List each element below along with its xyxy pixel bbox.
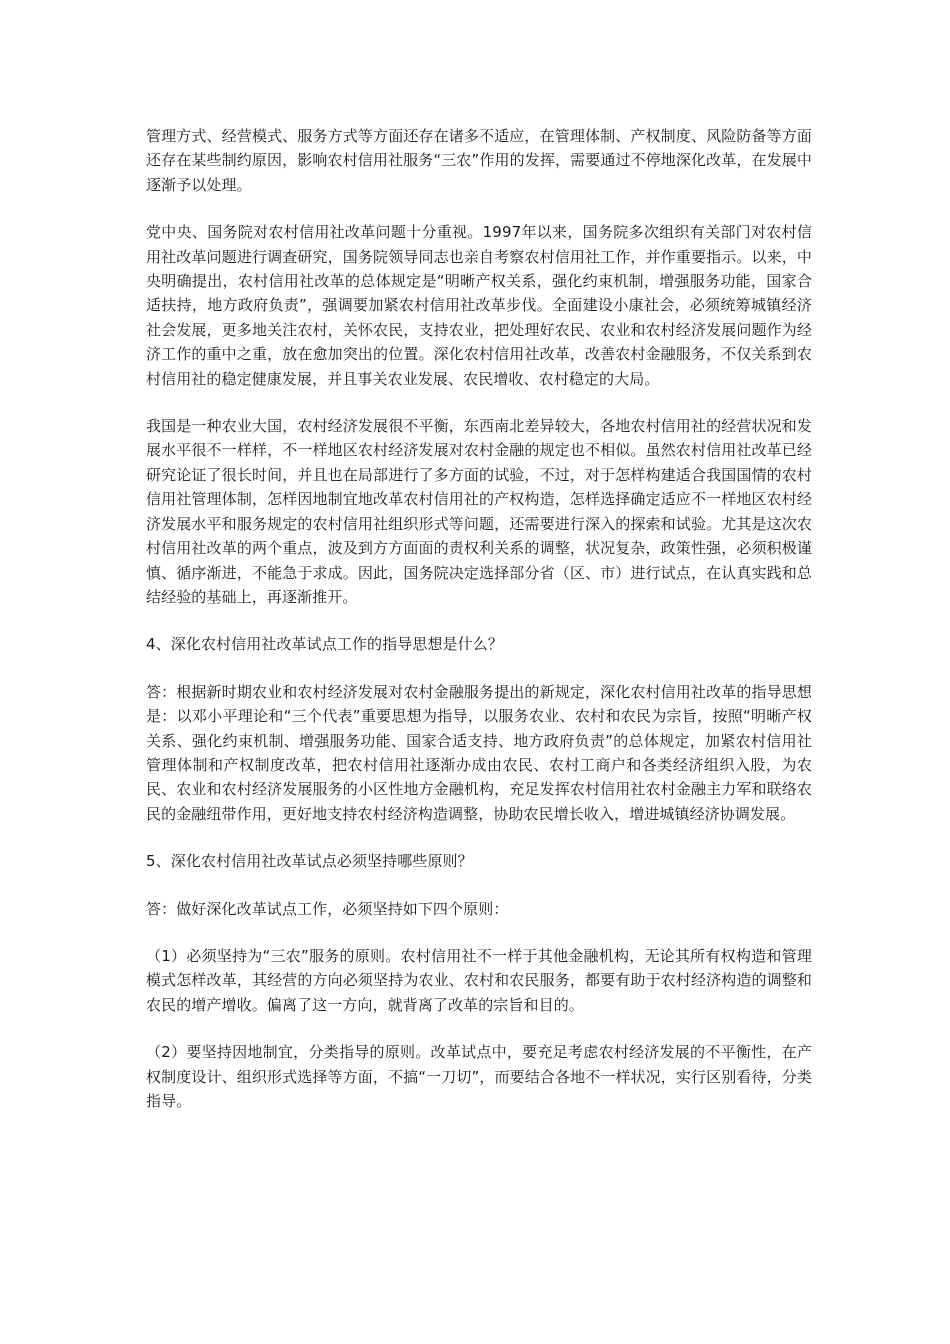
question-heading-4: 4、深化农村信用社改革试点工作的指导思想是什么？ [146,635,503,654]
document-body [146,124,812,1136]
answer-principles-intro: 答：做好深化改革试点工作，必须坚持如下四个原则： [146,899,509,918]
paragraph-central-government: 党中央、国务院对农村信用社改革问题十分重视。1997年以来，国务院多次组织有关部门对农村信用社改革问题进行调查研究，国务院领导同志也亲自考察农村信用社工作，并作重要指示。以来，中央明确提出，农村信用社改革的总体规定是“明晰产权关系，强化约束机制，增强服务功能，国家合适扶持，地方政府负责”，强调要加紧农村信用社改革步伐。全面建设小康社会，必须统筹城镇经济社会发展，更多地关注农村，关怀农民，支持农业，把处理好农民、农业和农村经济发展问题作为经济工作的重中之重，放在愈加突出的位置。深化农村信用社改革，改善农村金融服务，不仅关系到农村信用社的稳定健康发展，并且事关农业发展、农民增收、农村稳定的大局。 [146,223,812,388]
paragraph-pilot-reason: 我国是一种农业大国，农村经济发展很不平衡，东西南北差异较大，各地农村信用社的经营状况和发展水平很不一样样，不一样地区农村经济发展对农村金融的规定也不相似。虽然农村信用社改革已经研究论证了很长时间，并且也在局部进行了多方面的试验，不过，对于怎样构建适合我国国情的农村信用社管理体制，怎样因地制宜地改革农村信用社的产权构造，怎样选择确定适应不一样地区农村经济发展水平和服务规定的农村信用社组织形式等问题，还需要进行深入的探索和试验。尤其是这次农村信用社改革的两个重点，波及到方方面面的责权利关系的调整，状况复杂，政策性强，必须积极谨慎、循序渐进，不能急于求成。因此，国务院决定选择部分省（区、市）进行试点，在认真实践和总结经验的基础上，再逐渐推开。 [146,417,812,606]
question-heading-5: 5、深化农村信用社改革试点必须坚持哪些原则？ [146,852,473,871]
principle-1: （1）必须坚持为“三农”服务的原则。农村信用社不一样于其他金融机构，无论其所有权构造和管理模式怎样改革，其经营的方向必须坚持为农业、农村和农民服务，都要有助于农村经济构造的调整和农民的增产增收。偏离了这一方向，就背离了改革的宗旨和目的。 [146,946,812,1014]
answer-guiding-ideology: 答：根据新时期农业和农村经济发展对农村金融服务提出的新规定，深化农村信用社改革的指导思想是：以邓小平理论和“三个代表”重要思想为指导，以服务农业、农村和农民为宗旨，按照“明晰产权关系、强化约束机制、增强服务功能、国家合适支持、地方政府负责”的总体规定，加紧农村信用社管理体制和产权制度改革，把农村信用社逐渐办成由农民、农村工商户和各类经济组织入股，为农民、农业和农村经济发展服务的小区性地方金融机构，充足发挥农村信用社农村金融主力军和联络农民的金融纽带作用，更好地支持农村经济构造调整，协助农民增长收入，增进城镇经济协调发展。 [146,682,812,823]
paragraph-management-issues: 管理方式、经营模式、服务方式等方面还存在诸多不适应，在管理体制、产权制度、风险防备等方面还存在某些制约原因，影响农村信用社服务“三农”作用的发挥，需要通过不停地深化改革，在发展中逐渐予以处理。 [146,127,812,194]
principle-2: （2）要坚持因地制宜，分类指导的原则。改革试点中，要充足考虑农村经济发展的不平衡性，在产权制度设计、组织形式选择等方面，不搞“一刀切”，而要结合各地不一样状况，实行区别看待，分类指导。 [146,1043,812,1110]
